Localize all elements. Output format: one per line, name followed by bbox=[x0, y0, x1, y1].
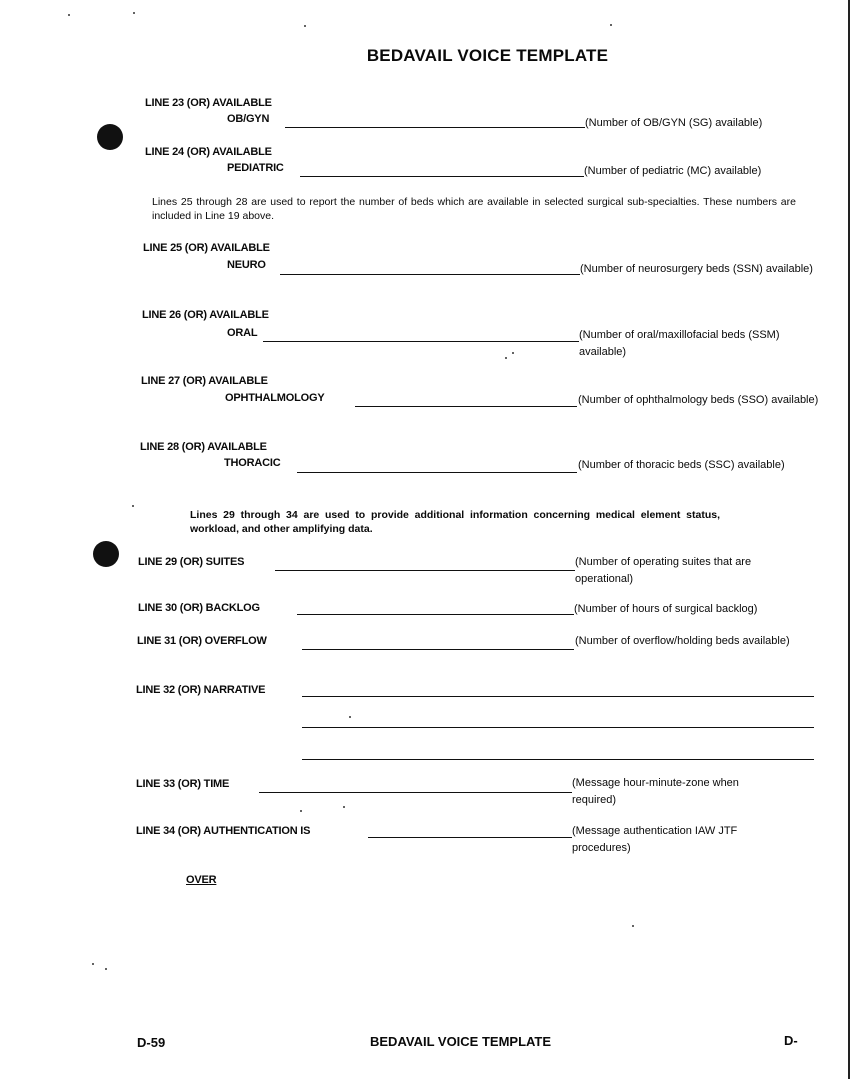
line-30-desc: (Number of hours of surgical backlog) bbox=[574, 603, 758, 615]
line-34-desc: (Message authentication IAW JTF procedures) bbox=[572, 825, 738, 854]
scan-speck bbox=[610, 24, 612, 26]
punch-hole bbox=[97, 124, 123, 150]
footer-page-suffix: D- bbox=[784, 1033, 798, 1048]
line-28-desc: (Number of thoracic beds (SSC) available) bbox=[578, 459, 785, 471]
line-24-field: PEDIATRIC bbox=[227, 162, 284, 174]
line-26-field: ORAL bbox=[227, 327, 258, 339]
line-24-desc: (Number of pediatric (MC) available) bbox=[584, 165, 762, 177]
line-34-label: LINE 34 (OR) AUTHENTICATION IS bbox=[136, 825, 311, 837]
line-25-desc: (Number of neurosurgery beds (SSN) available) bbox=[580, 263, 813, 275]
scan-speck bbox=[132, 505, 134, 507]
scan-speck bbox=[304, 25, 306, 27]
line-24-label: LINE 24 (OR) AVAILABLE bbox=[145, 146, 272, 158]
line-23-field: OB/GYN bbox=[227, 113, 270, 125]
line-31-label: LINE 31 (OR) OVERFLOW bbox=[137, 635, 267, 647]
scan-speck bbox=[343, 806, 345, 808]
scan-speck bbox=[68, 14, 70, 16]
line-29-label: LINE 29 (OR) SUITES bbox=[138, 556, 245, 568]
line-33-label: LINE 33 (OR) TIME bbox=[136, 778, 230, 790]
line-25-field: NEURO bbox=[227, 259, 266, 271]
line-31-desc: (Number of overflow/holding beds available) bbox=[575, 635, 790, 647]
line-26-blank[interactable] bbox=[263, 341, 579, 342]
line-30-blank[interactable] bbox=[297, 614, 574, 615]
line-28-label: LINE 28 (OR) AVAILABLE bbox=[140, 441, 267, 453]
scan-speck bbox=[105, 968, 107, 970]
line-32-blank-2[interactable] bbox=[302, 727, 814, 728]
line-33-desc: (Message hour-minute-zone when required) bbox=[572, 777, 739, 806]
scan-speck bbox=[92, 963, 94, 965]
line-34-blank[interactable] bbox=[368, 837, 572, 838]
scan-speck bbox=[133, 12, 135, 14]
line-27-field: OPHTHALMOLOGY bbox=[225, 392, 325, 404]
line-28-blank[interactable] bbox=[297, 472, 577, 473]
line-25-label: LINE 25 (OR) AVAILABLE bbox=[143, 242, 270, 254]
line-26-label: LINE 26 (OR) AVAILABLE bbox=[142, 309, 269, 321]
page-title: BEDAVAIL VOICE TEMPLATE bbox=[366, 46, 609, 65]
line-27-label: LINE 27 (OR) AVAILABLE bbox=[141, 375, 268, 387]
scan-speck bbox=[349, 716, 351, 718]
line-23-desc: (Number of OB/GYN (SG) available) bbox=[585, 117, 763, 129]
line-30-label: LINE 30 (OR) BACKLOG bbox=[138, 602, 260, 614]
scan-speck bbox=[512, 352, 514, 354]
line-24-blank[interactable] bbox=[300, 176, 584, 177]
over-link[interactable]: OVER bbox=[186, 874, 217, 886]
line-25-blank[interactable] bbox=[280, 274, 580, 275]
scan-speck bbox=[632, 925, 634, 927]
line-29-blank[interactable] bbox=[275, 570, 575, 571]
scan-speck bbox=[300, 810, 302, 812]
line-33-blank[interactable] bbox=[259, 792, 572, 793]
line-26-desc: (Number of oral/maxillofacial beds (SSM) available) bbox=[579, 329, 780, 358]
punch-hole bbox=[93, 541, 119, 567]
line-32-blank-1[interactable] bbox=[302, 696, 814, 697]
line-23-label: LINE 23 (OR) AVAILABLE bbox=[145, 97, 272, 109]
footer-page-number: D-59 bbox=[137, 1035, 166, 1050]
line-32-label: LINE 32 (OR) NARRATIVE bbox=[136, 684, 266, 696]
line-27-desc: (Number of ophthalmology beds (SSO) available) bbox=[578, 394, 819, 406]
line-28-field: THORACIC bbox=[224, 457, 281, 469]
line-32-blank-3[interactable] bbox=[302, 759, 814, 760]
scan-speck bbox=[505, 357, 507, 359]
line-29-desc: (Number of operating suites that are operational) bbox=[575, 556, 752, 585]
line-23-blank[interactable] bbox=[285, 127, 585, 128]
paragraph-surgical: Lines 25 through 28 are used to report the number of beds which are available in selected surgical sub-specialties. These numbers are included in Line 19 above. bbox=[152, 196, 796, 222]
paragraph-amplifying: Lines 29 through 34 are used to provide additional information concerning medical element status, workload, and other amplifying data. bbox=[190, 509, 720, 535]
footer-title: BEDAVAIL VOICE TEMPLATE bbox=[370, 1034, 552, 1049]
line-31-blank[interactable] bbox=[302, 649, 574, 650]
line-27-blank[interactable] bbox=[355, 406, 577, 407]
